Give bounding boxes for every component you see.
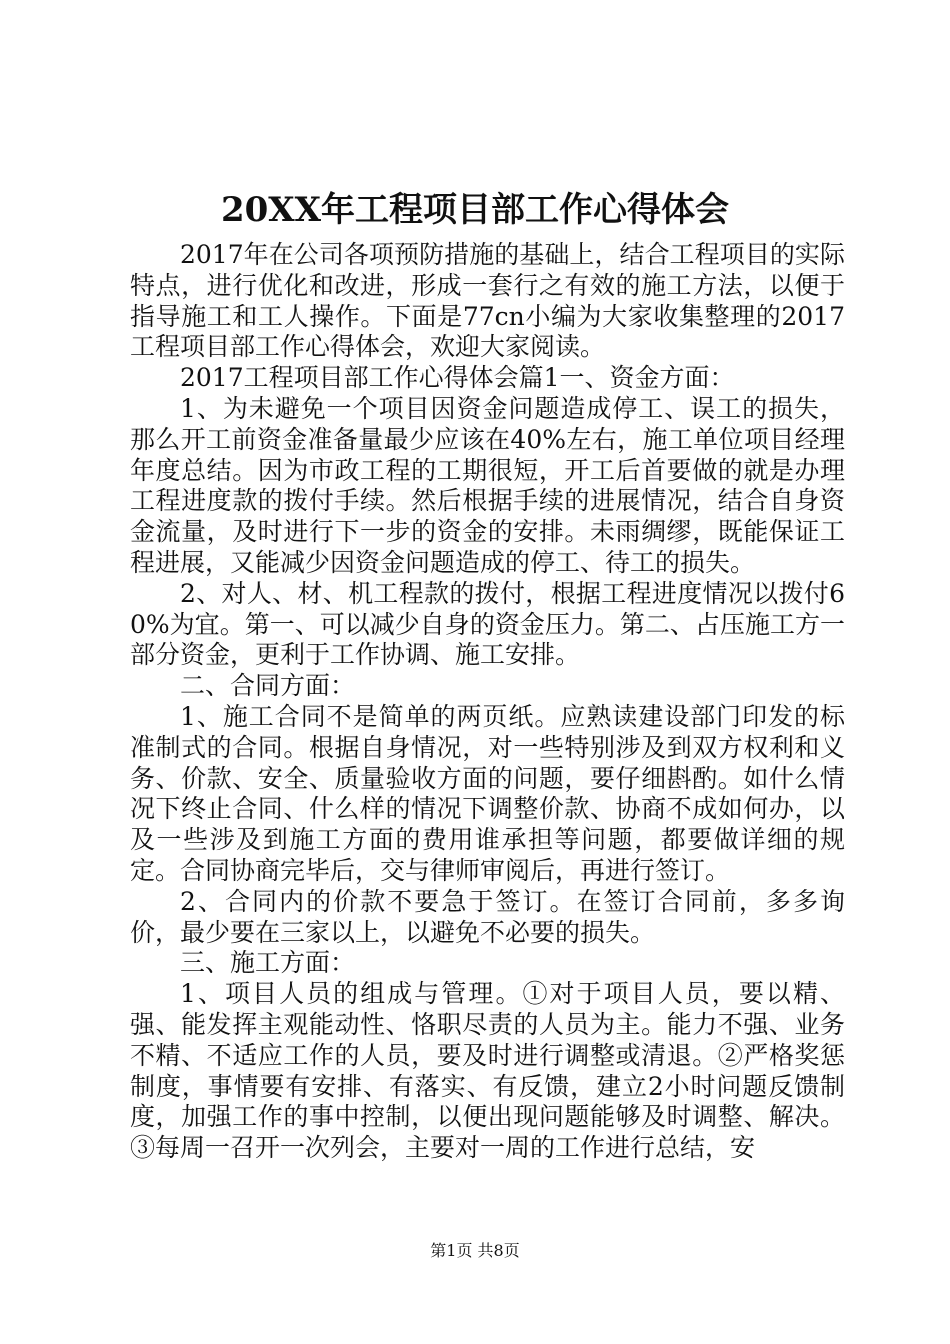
- paragraph-funds-item-2: 2、对人、材、机工程款的拨付，根据工程进度情况以拨付60%为宜。第一、可以减少自身的资金压力。第二、占压施工方一部分资金，更利于工作协调、施工安排。: [130, 578, 845, 670]
- paragraph-contract-item-2: 2、合同内的价款不要急于签订。在签订合同前，多多询价，最少要在三家以上，以避免不必要的损失。: [130, 886, 845, 947]
- document-body: [130, 240, 845, 1164]
- document-title: 20XX年工程项目部工作心得体会: [220, 190, 730, 230]
- page-footer: 第1页 共8页: [430, 1241, 520, 1260]
- paragraph-construction-item-1: 1、项目人员的组成与管理。①对于项目人员，要以精、强、能发挥主观能动性、恪职尽责的人员为主。能力不强、业务不精、不适应工作的人员，要及时进行调整或清退。②严格奖惩制度，事情要有安排、有落实、有反馈，建立2小时问题反馈制度，加强工作的事中控制，以便出现问题能够及时调整、解决。③每周一召开一次列会，主要对一周的工作进行总结，安: [130, 979, 845, 1163]
- paragraph-section-heading-contract: 二、合同方面：: [180, 671, 356, 701]
- paragraph-section-heading-construction: 三、施工方面：: [180, 948, 356, 978]
- paragraph-funds-item-1: 1、为未避免一个项目因资金问题造成停工、误工的损失，那么开工前资金准备量最少应该在40%左右，施工单位项目经理年度总结。因为市政工程的工期很短，开工后首要做的就是办理工程进度款的拨付手续。然后根据手续的进展情况，结合自身资金流量，及时进行下一步的资金的安排。未雨绸缪，既能保证工程进展，又能减少因资金问题造成的停工、待工的损失。: [130, 393, 845, 577]
- paragraph-intro: 2017年在公司各项预防措施的基础上，结合工程项目的实际特点，进行优化和改进，形成一套行之有效的施工方法，以便于指导施工和工人操作。下面是77cn小编为大家收集整理的2017工程项目部工作心得体会，欢迎大家阅读。: [130, 240, 845, 362]
- paragraph-section-heading-funds: 2017工程项目部工作心得体会篇1一、资金方面：: [180, 363, 735, 393]
- paragraph-contract-item-1: 1、施工合同不是简单的两页纸。应熟读建设部门印发的标准制式的合同。根据自身情况，对一些特别涉及到双方权利和义务、价款、安全、质量验收方面的问题，要仔细斟酌。如什么情况下终止合同、什么样的情况下调整价款、协商不成如何办，以及一些涉及到施工方面的费用谁承担等问题，都要做详细的规定。合同协商完毕后，交与律师审阅后，再进行签订。: [130, 701, 845, 885]
